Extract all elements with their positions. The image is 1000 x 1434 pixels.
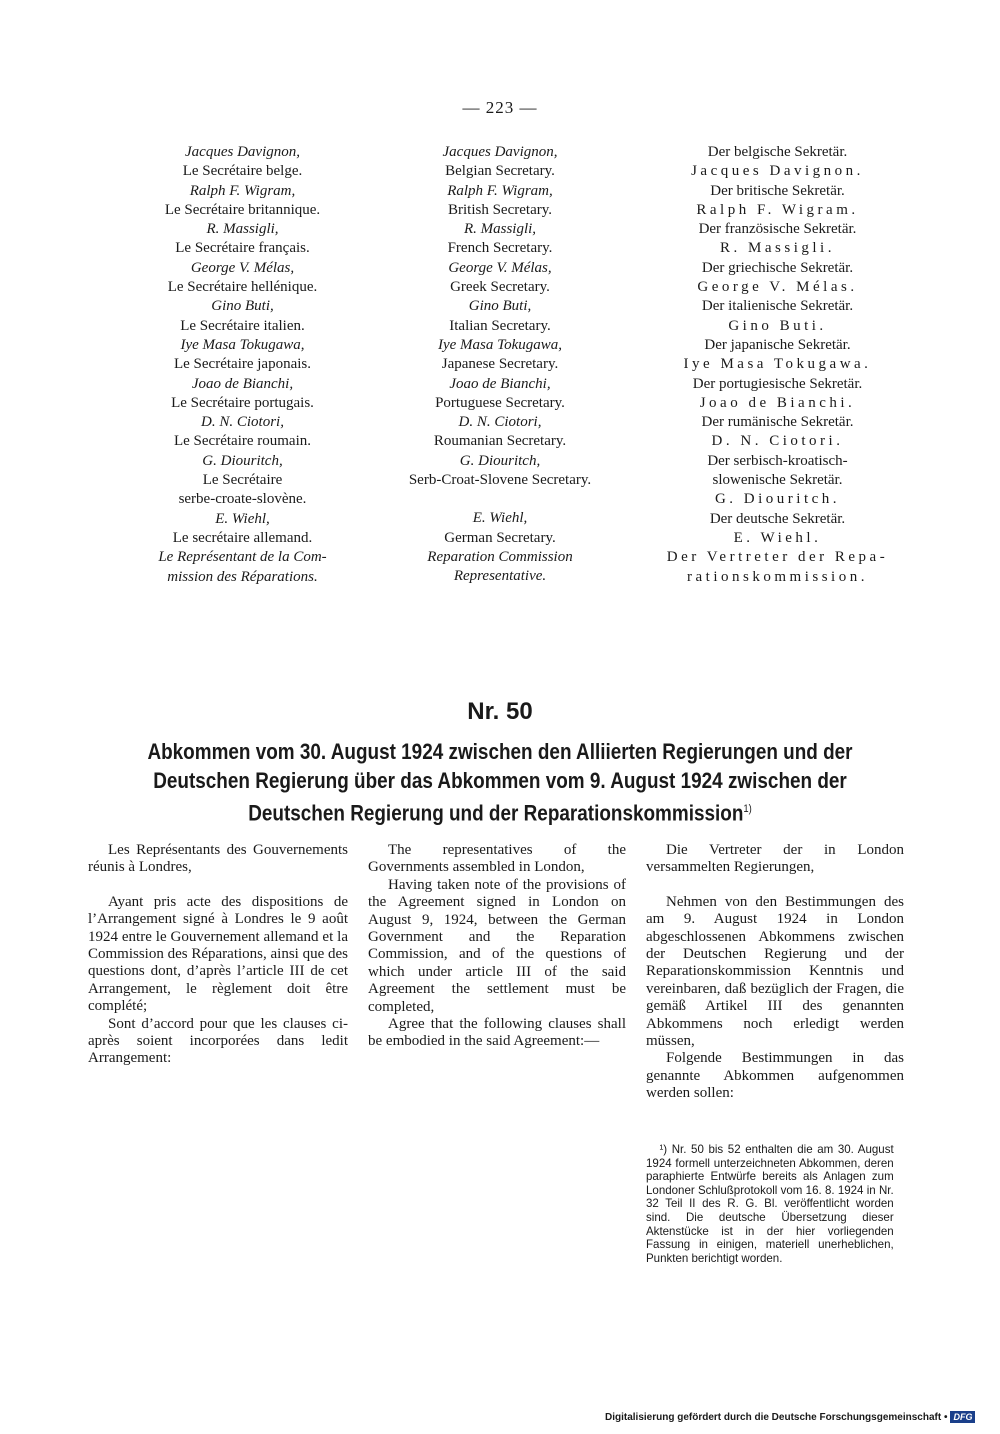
footnote-text: ¹) Nr. 50 bis 52 enthalten die am 30. August 1924 formell unterzeichneten Abkommen, deren paraphierte Entwürfe bereits als Anlagen zum Londoner Schlußprotokoll vom 16. 8. 1924 in Nr. 32 Teil II des R. G. Bl. veröffentlicht worden sind. Die deutsche Übersetzung dieser Aktenstücke ist in der hier vorliegenden Fassung in einigen, materiell unerheblichen, Punkten berichtigt worden. xyxy=(646,1142,894,1265)
paragraph: Having taken note of the provisions of the Agreement signed in London on August 9, 1924, between the German Government and the Reparation Commission, and of the questions of which under article III of the said Agreement the settlement must be completed, xyxy=(368,876,626,1015)
signature-title: Der griechische Sekretär. xyxy=(701,259,854,276)
paragraph: Die Vertreter der in London versammelten Regierungen, xyxy=(646,842,904,876)
signature-title: Italian Secretary. xyxy=(449,317,551,334)
signature-name: R. Massigli. xyxy=(720,240,835,257)
signature-title: Le secrétaire allemand. xyxy=(172,529,313,546)
signature-title: Der portugiesische Sekretär. xyxy=(692,375,863,392)
signature-name: D. N. Ciotori. xyxy=(711,433,844,450)
signature-title: Der deutsche Sekretär. xyxy=(709,510,846,527)
signature-title: rationskommission. xyxy=(687,568,868,585)
signature-title: Der italienische Sekretär. xyxy=(701,298,854,315)
signature-name: Jacques Davignon. xyxy=(691,163,864,180)
footnote-mark: 1) xyxy=(743,803,752,815)
signature-title: German Secretary. xyxy=(444,529,556,546)
paragraph: Agree that the following clauses shall be embodied in the said Agreement:— xyxy=(368,1016,626,1050)
title-line: Deutschen Regierung über das Abkommen vom 9. August 1924 zwischen der xyxy=(153,767,847,793)
signature-name: Joao de Bianchi, xyxy=(191,375,294,392)
signature-title: Der Vertreter der Repa- xyxy=(666,549,889,566)
signature-name: George V. Mélas, xyxy=(448,259,552,276)
signature-title: Der französische Sekretär. xyxy=(698,221,857,238)
signature-name: Jacques Davignon, xyxy=(442,144,558,160)
title-line: Abkommen vom 30. August 1924 zwischen den Alliierten Regierungen und der xyxy=(147,739,853,764)
paragraph: The representatives of the Governments assembled in London, xyxy=(368,842,626,876)
signature-name: G. Diouritch, xyxy=(459,452,541,469)
signature-title: Le Secrétaire britannique. xyxy=(164,201,321,218)
signature-title: Le Secrétaire belge. xyxy=(182,163,303,180)
signature-name: D. N. Ciotori, xyxy=(458,414,542,431)
signature-name: R. Massigli, xyxy=(463,221,537,238)
signature-name: George V. Mélas. xyxy=(697,279,858,296)
signature-title: Serb-Croat-Slovene Secretary. xyxy=(408,472,592,489)
signature-title: Der serbisch-kroatisch- xyxy=(707,452,848,469)
signature-title: slowenische Sekretär. xyxy=(712,472,843,489)
signature-name: G. Diouritch. xyxy=(714,491,841,508)
digitization-credit xyxy=(605,1411,975,1423)
signature-title: Le Secrétaire roumain. xyxy=(173,433,311,450)
signature-title: Greek Secretary. xyxy=(450,279,550,296)
signature-name: Joao de Bianchi, xyxy=(449,375,551,392)
signature-name: George V. Mélas, xyxy=(190,259,295,276)
signatures-german xyxy=(640,143,915,587)
signature-title: Der japanische Sekretär. xyxy=(704,336,851,353)
signature-name: Gino Buti, xyxy=(468,298,532,315)
signature-title: Belgian Secretary. xyxy=(445,163,555,180)
signature-name: Le Représentant de la Com- xyxy=(158,549,327,566)
signature-name: Ralph F. Wigram. xyxy=(696,201,859,218)
signature-title: British Secretary. xyxy=(448,201,552,218)
signature-name: Ralph F. Wigram, xyxy=(189,182,296,199)
paragraph: Ayant pris acte des dispositions de l’Arrangement signé à Londres le 9 août 1924 entre le Gouvernement allemand et la Commission des Réparations, ainsi que des questions dont, d’après l’article III de cet Arrangement, le règlement doit être complété; xyxy=(88,893,348,1015)
paragraph: Sont d’accord pour que les clauses ci-après soient incorporées dans ledit Arrangement: xyxy=(88,1015,348,1067)
signature-name: D. N. Ciotori, xyxy=(201,414,284,431)
signature-title: Japanese Secretary. xyxy=(441,356,559,373)
signature-title: Le Secrétaire français. xyxy=(175,240,310,257)
body-german xyxy=(646,842,904,1103)
signature-title: Le Secrétaire italien. xyxy=(180,317,305,334)
signature-name: E. Wiehl. xyxy=(733,529,822,546)
footnote xyxy=(646,1143,894,1265)
signature-title: serbe-croate-slovène. xyxy=(178,491,307,508)
signature-title: Portuguese Secretary. xyxy=(435,394,565,411)
paragraph: Nehmen von den Bestimmungen des am 9. August 1924 in London abgeschlossenen Abkommens zwischen der Deutschen Regierung und der Reparationskommission Kenntnis und vereinbaren, daß bezüglich der Fragen, die gemäß Artikel III des genannten Abkommens noch erledigt werden müssen, xyxy=(646,893,904,1050)
signature-name: Iye Masa Tokugawa, xyxy=(180,336,305,353)
signature-title: French Secretary. xyxy=(447,240,553,257)
paragraph: Les Représentants des Gouvernements réunis à Londres, xyxy=(88,842,348,876)
body-english xyxy=(368,842,626,1051)
signature-name: R. Massigli, xyxy=(206,221,279,238)
signature-title: Der belgische Sekretär. xyxy=(707,144,848,160)
signature-name: Gino Buti. xyxy=(728,317,827,334)
signature-name: Joao de Bianchi. xyxy=(699,394,856,411)
credit-text: Digitalisierung gefördert durch die Deutsche Forschungsgemeinschaft • xyxy=(605,1412,948,1423)
signature-title: Le Secrétaire japonais. xyxy=(173,356,311,373)
document-number: Nr. 50 xyxy=(467,698,533,725)
signature-name: Iye Masa Tokugawa, xyxy=(437,336,563,353)
signature-name: mission des Réparations. xyxy=(167,568,318,585)
signature-name: Reparation Commission xyxy=(427,548,573,565)
page-number: — 223 — xyxy=(462,98,538,117)
spacer xyxy=(370,490,630,509)
signature-name: Ralph F. Wigram, xyxy=(447,182,553,199)
dfg-logo: DFG xyxy=(950,1411,975,1423)
signature-title: Le Secrétaire hellénique. xyxy=(167,279,318,296)
signature-name: E. Wiehl, xyxy=(472,510,528,527)
signature-title: Der rumänische Sekretär. xyxy=(701,414,854,431)
paragraph: Folgende Bestimmungen in das genannte Abkommen aufgenommen werden sollen: xyxy=(646,1050,904,1102)
signature-name: G. Diouritch, xyxy=(202,452,283,469)
title-line: Deutschen Regierung und der Reparationskommission xyxy=(248,800,744,826)
signature-title: Roumanian Secretary. xyxy=(433,433,567,450)
signature-name: Iye Masa Tokugawa. xyxy=(683,356,872,373)
signatures-english xyxy=(370,143,630,587)
signature-title: Le Secrétaire xyxy=(202,472,283,489)
signature-name: Jacques Davignon, xyxy=(185,144,300,160)
body-french xyxy=(88,842,348,1068)
signature-title: Le Secrétaire portugais. xyxy=(171,394,314,411)
signature-name: Representative. xyxy=(453,568,547,585)
signature-title: Der britische Sekretär. xyxy=(710,182,845,199)
document-title xyxy=(139,738,861,828)
signature-name: E. Wiehl, xyxy=(215,510,270,527)
signatures-french xyxy=(110,143,375,587)
signature-name: Gino Buti, xyxy=(211,298,274,315)
